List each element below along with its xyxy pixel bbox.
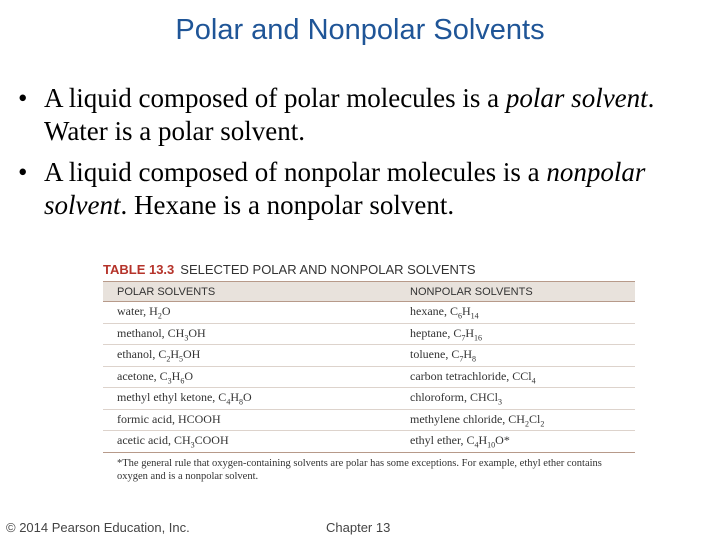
polar-solvent-cell: ethanol, $C_2H_5OH$: [117, 347, 201, 364]
table-row: [103, 367, 635, 389]
bullet-marker: •: [18, 157, 28, 187]
bullet-polar-solvent: [18, 82, 708, 148]
chapter-label: Chapter 13: [326, 520, 391, 535]
table-row: [103, 302, 635, 324]
bullet-text: . Water is a polar solvent.: [44, 83, 655, 146]
table-number: TABLE 13.3: [103, 262, 175, 277]
bullet-term: nonpolar solvent: [44, 157, 646, 220]
table-row: [103, 345, 635, 367]
nonpolar-solvent-cell: hexane, $C_6H_{14}$: [410, 304, 479, 321]
table-row: [103, 431, 635, 453]
bullet-text: A liquid composed of nonpolar molecules is a: [44, 157, 547, 187]
table-body: [103, 302, 635, 453]
nonpolar-solvent-cell: carbon tetrachloride, CCl$_4$: [410, 368, 536, 385]
polar-solvent-cell: methanol, $CH_3OH$: [117, 325, 206, 342]
nonpolar-solvent-cell: chloroform, CHCl$_3$: [410, 390, 502, 407]
bullet-term: polar solvent: [505, 83, 648, 113]
table-row: [103, 410, 635, 432]
polar-solvent-cell: methyl ethyl ketone, $C_4H_8O$: [117, 390, 252, 407]
copyright-text: © 2014 Pearson Education, Inc.: [6, 520, 190, 535]
bullet-text: . Hexane is a nonpolar solvent.: [120, 190, 455, 220]
slide-title: Polar and Nonpolar Solvents: [175, 14, 545, 46]
bullet-nonpolar-solvent: [18, 156, 708, 222]
bullet-list: [18, 82, 708, 230]
header-nonpolar: NONPOLAR SOLVENTS: [410, 285, 533, 298]
table-caption: SELECTED POLAR AND NONPOLAR SOLVENTS: [180, 262, 476, 277]
table-row: [103, 388, 635, 410]
nonpolar-solvent-cell: heptane, $C_7H_{16}$: [410, 325, 482, 342]
nonpolar-solvent-cell: methylene chloride, $CH_2Cl_2$: [410, 411, 545, 428]
table-footnote: *The general rule that oxygen-containing solvents are polar has some exceptions. For example, ethyl ether contains oxygen and is a nonpolar solvent.: [117, 457, 602, 482]
nonpolar-solvent-cell: ethyl ether, $C_4H_{10}O*$: [410, 433, 510, 450]
table-title: [103, 262, 635, 277]
nonpolar-solvent-cell: toluene, $C_7H_8$: [410, 347, 476, 364]
header-polar: POLAR SOLVENTS: [117, 285, 216, 298]
polar-solvent-cell: formic acid, HCOOH: [117, 412, 221, 427]
bullet-text: A liquid composed of polar molecules is a: [44, 83, 506, 113]
table-row: [103, 324, 635, 346]
bullet-marker: •: [18, 83, 28, 113]
table-header: [103, 281, 635, 302]
solvents-table: [103, 262, 635, 483]
polar-solvent-cell: water, $H_2O$: [117, 304, 171, 321]
polar-solvent-cell: acetic acid, $CH_3COOH$: [117, 433, 229, 450]
polar-solvent-cell: acetone, $C_3H_6O$: [117, 368, 193, 385]
